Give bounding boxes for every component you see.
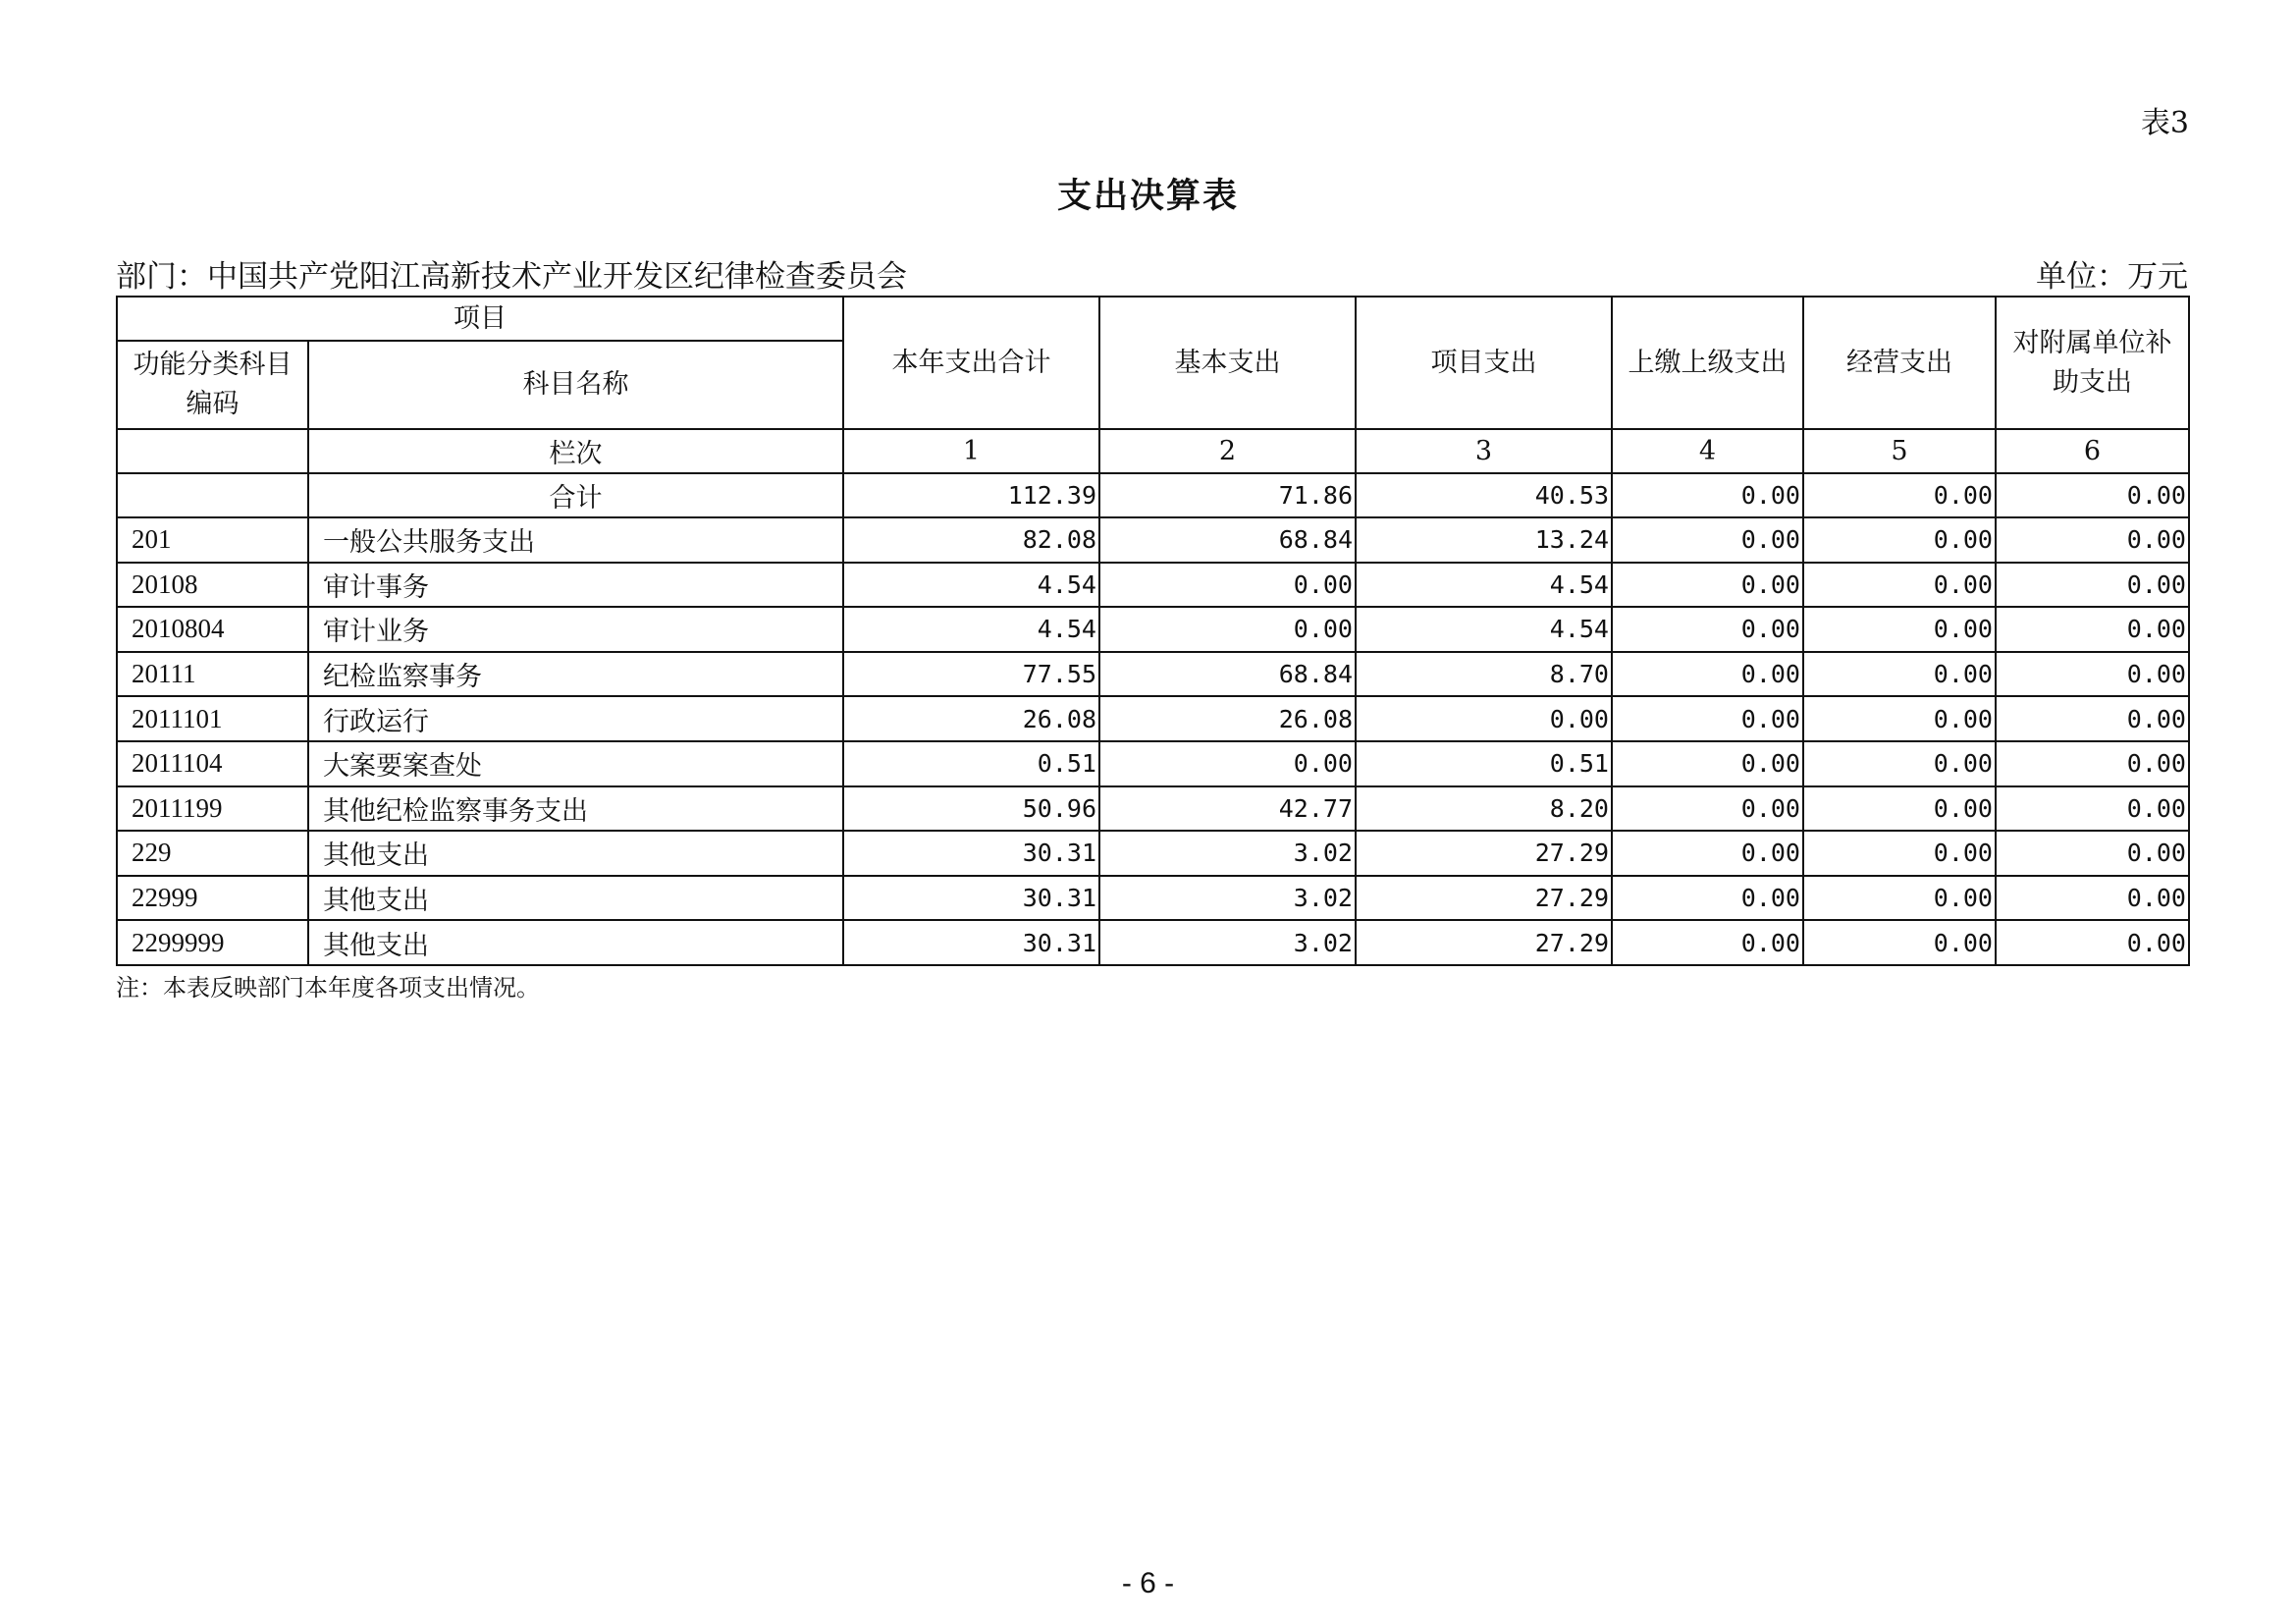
header-col-5: 经营支出 [1803,297,1996,429]
index-num: 2 [1099,429,1356,473]
row-value: 0.00 [1803,607,1996,652]
row-value: 26.08 [843,696,1099,741]
unit-label: 单位：万元 [2036,259,2188,295]
index-blank [117,429,308,473]
row-code: 20111 [117,652,308,697]
row-value: 0.00 [1803,563,1996,608]
row-value: 0.00 [1356,696,1612,741]
row-value: 0.51 [1356,741,1612,786]
row-name: 审计业务 [308,607,843,652]
table-row [117,786,2189,832]
row-value: 77.55 [843,652,1099,697]
header-code: 功能分类科目编码 [117,341,308,429]
row-value: 0.00 [1612,876,1803,921]
row-value: 0.00 [1099,607,1356,652]
row-value: 26.08 [1099,696,1356,741]
row-value: 0.00 [1612,786,1803,832]
header-col-2: 基本支出 [1099,297,1356,429]
header-col-6: 对附属单位补助支出 [1996,297,2189,429]
row-value: 68.84 [1099,517,1356,563]
index-label: 栏次 [308,429,843,473]
row-name: 其他支出 [308,920,843,965]
row-value: 30.31 [843,876,1099,921]
row-code: 22999 [117,876,308,921]
expenditure-table [116,296,2190,966]
row-code: 229 [117,831,308,876]
table-row [117,652,2189,697]
row-value: 50.96 [843,786,1099,832]
row-value: 0.00 [1996,696,2189,741]
row-name: 大案要案查处 [308,741,843,786]
row-value: 0.00 [1996,563,2189,608]
total-row [117,473,2189,517]
table-row [117,517,2189,563]
row-value: 13.24 [1356,517,1612,563]
row-name: 其他支出 [308,831,843,876]
table-row [117,876,2189,921]
row-value: 0.00 [1996,876,2189,921]
row-value: 4.54 [843,607,1099,652]
row-value: 3.02 [1099,920,1356,965]
row-value: 27.29 [1356,876,1612,921]
row-value: 0.00 [1612,517,1803,563]
row-code: 2011104 [117,741,308,786]
table-row [117,831,2189,876]
table-number: 表3 [2140,106,2189,140]
row-name: 一般公共服务支出 [308,517,843,563]
header-col-3: 项目支出 [1356,297,1612,429]
row-value: 0.00 [1996,517,2189,563]
row-value: 0.00 [1996,741,2189,786]
row-value: 0.00 [1803,741,1996,786]
row-name: 审计事务 [308,563,843,608]
row-value: 8.70 [1356,652,1612,697]
row-value: 4.54 [843,563,1099,608]
row-value: 0.00 [1996,652,2189,697]
row-value: 8.20 [1356,786,1612,832]
table-row [117,920,2189,965]
row-code: 201 [117,517,308,563]
row-value: 0.00 [1996,920,2189,965]
row-value: 0.00 [1803,920,1996,965]
table-row [117,563,2189,608]
row-code: 2010804 [117,607,308,652]
table-note: 注：本表反映部门本年度各项支出情况。 [116,974,540,1001]
total-value: 40.53 [1356,473,1612,517]
index-row [117,429,2189,473]
row-value: 0.00 [1099,741,1356,786]
total-blank [117,473,308,517]
header-col-1: 本年支出合计 [843,297,1099,429]
index-num: 1 [843,429,1099,473]
row-value: 30.31 [843,920,1099,965]
row-value: 68.84 [1099,652,1356,697]
row-value: 27.29 [1356,831,1612,876]
row-value: 0.00 [1803,786,1996,832]
row-name: 其他支出 [308,876,843,921]
total-value: 112.39 [843,473,1099,517]
row-value: 0.00 [1612,563,1803,608]
header-col-4: 上缴上级支出 [1612,297,1803,429]
row-value: 27.29 [1356,920,1612,965]
row-value: 0.00 [1803,876,1996,921]
index-num: 3 [1356,429,1612,473]
page-title: 支出决算表 [1056,177,1239,216]
row-value: 4.54 [1356,563,1612,608]
row-value: 0.00 [1612,607,1803,652]
page-number: - 6 - [1121,1567,1175,1599]
total-value: 0.00 [1612,473,1803,517]
row-value: 0.00 [1612,831,1803,876]
total-label: 合计 [308,473,843,517]
row-value: 0.00 [1996,786,2189,832]
row-name: 纪检监察事务 [308,652,843,697]
row-value: 0.00 [1803,517,1996,563]
row-value: 0.00 [1612,652,1803,697]
row-value: 3.02 [1099,831,1356,876]
row-value: 0.00 [1612,920,1803,965]
row-value: 0.00 [1996,607,2189,652]
row-value: 30.31 [843,831,1099,876]
row-code: 2299999 [117,920,308,965]
row-value: 42.77 [1099,786,1356,832]
header-project: 项目 [117,297,843,341]
row-value: 0.00 [1803,831,1996,876]
row-value: 0.51 [843,741,1099,786]
total-value: 0.00 [1803,473,1996,517]
table-row [117,696,2189,741]
row-name: 其他纪检监察事务支出 [308,786,843,832]
row-value: 0.00 [1803,696,1996,741]
row-name: 行政运行 [308,696,843,741]
total-value: 0.00 [1996,473,2189,517]
table-row [117,741,2189,786]
index-num: 6 [1996,429,2189,473]
department-label: 部门：中国共产党阳江高新技术产业开发区纪律检查委员会 [116,259,907,295]
header-name: 科目名称 [308,341,843,429]
row-code: 2011101 [117,696,308,741]
row-value: 82.08 [843,517,1099,563]
row-code: 2011199 [117,786,308,832]
row-value: 0.00 [1996,831,2189,876]
row-value: 3.02 [1099,876,1356,921]
row-value: 4.54 [1356,607,1612,652]
row-value: 0.00 [1099,563,1356,608]
index-num: 4 [1612,429,1803,473]
row-value: 0.00 [1612,696,1803,741]
table-row [117,607,2189,652]
total-value: 71.86 [1099,473,1356,517]
row-value: 0.00 [1612,741,1803,786]
row-code: 20108 [117,563,308,608]
index-num: 5 [1803,429,1996,473]
row-value: 0.00 [1803,652,1996,697]
